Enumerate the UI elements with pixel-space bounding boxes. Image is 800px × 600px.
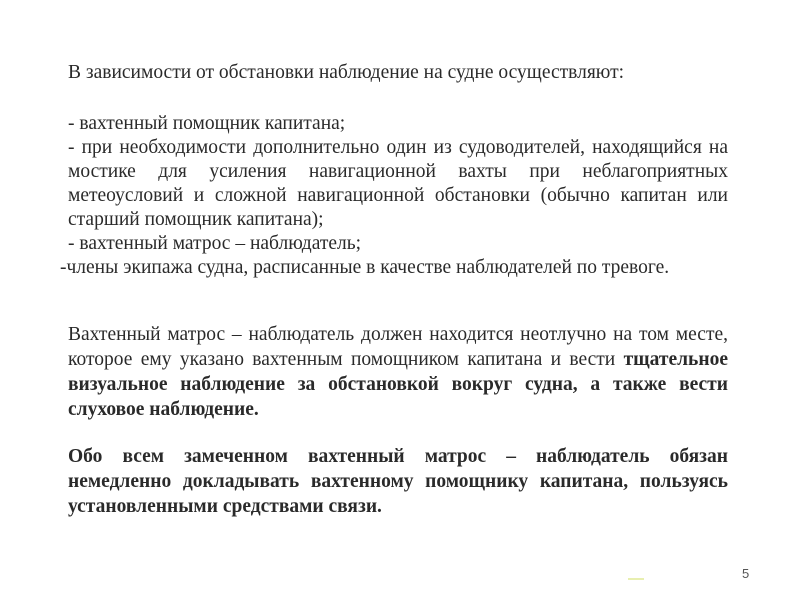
list-item: -члены экипажа судна, расписанные в качестве наблюдателей по тревоге. xyxy=(60,257,670,278)
paragraph-line xyxy=(68,348,728,372)
paragraph-line: слуховое наблюдение. xyxy=(68,399,259,420)
paragraph-line: Обо всем замеченном вахтенный матрос – наблюдатель обязан xyxy=(68,446,728,467)
list-item-continuation: старший помощник капитана); xyxy=(68,209,324,230)
list-item: - вахтенный помощник капитана; xyxy=(68,113,346,134)
list-item-continuation: мостике для усиления навигационной вахты при неблагоприятных xyxy=(68,161,728,182)
intro-text: В зависимости от обстановки наблюдение на судне осуществляют: xyxy=(68,62,625,83)
paragraph-line: визуальное наблюдение за обстановкой вокруг судна, а также вести xyxy=(68,374,728,395)
list-item: - при необходимости дополнительно один из судоводителей, находящийся на xyxy=(68,137,728,158)
paragraph-line: немедленно докладывать вахтенному помощнику капитана, пользуясь xyxy=(68,471,728,492)
paragraph-line: Вахтенный матрос – наблюдатель должен находится неотлучно на том месте, xyxy=(68,324,728,345)
page-number: 5 xyxy=(742,566,750,581)
regular-text: которое ему указано вахтенным помощником капитана и вести xyxy=(68,349,624,370)
list-item: - вахтенный матрос – наблюдатель; xyxy=(68,233,362,254)
decorative-mark xyxy=(628,578,644,580)
paragraph-line: установленными средствами связи. xyxy=(68,496,382,517)
bold-text: тщательное xyxy=(623,349,728,370)
list-item-continuation: метеоусловий и сложной навигационной обстановки (обычно капитан или xyxy=(68,185,728,206)
